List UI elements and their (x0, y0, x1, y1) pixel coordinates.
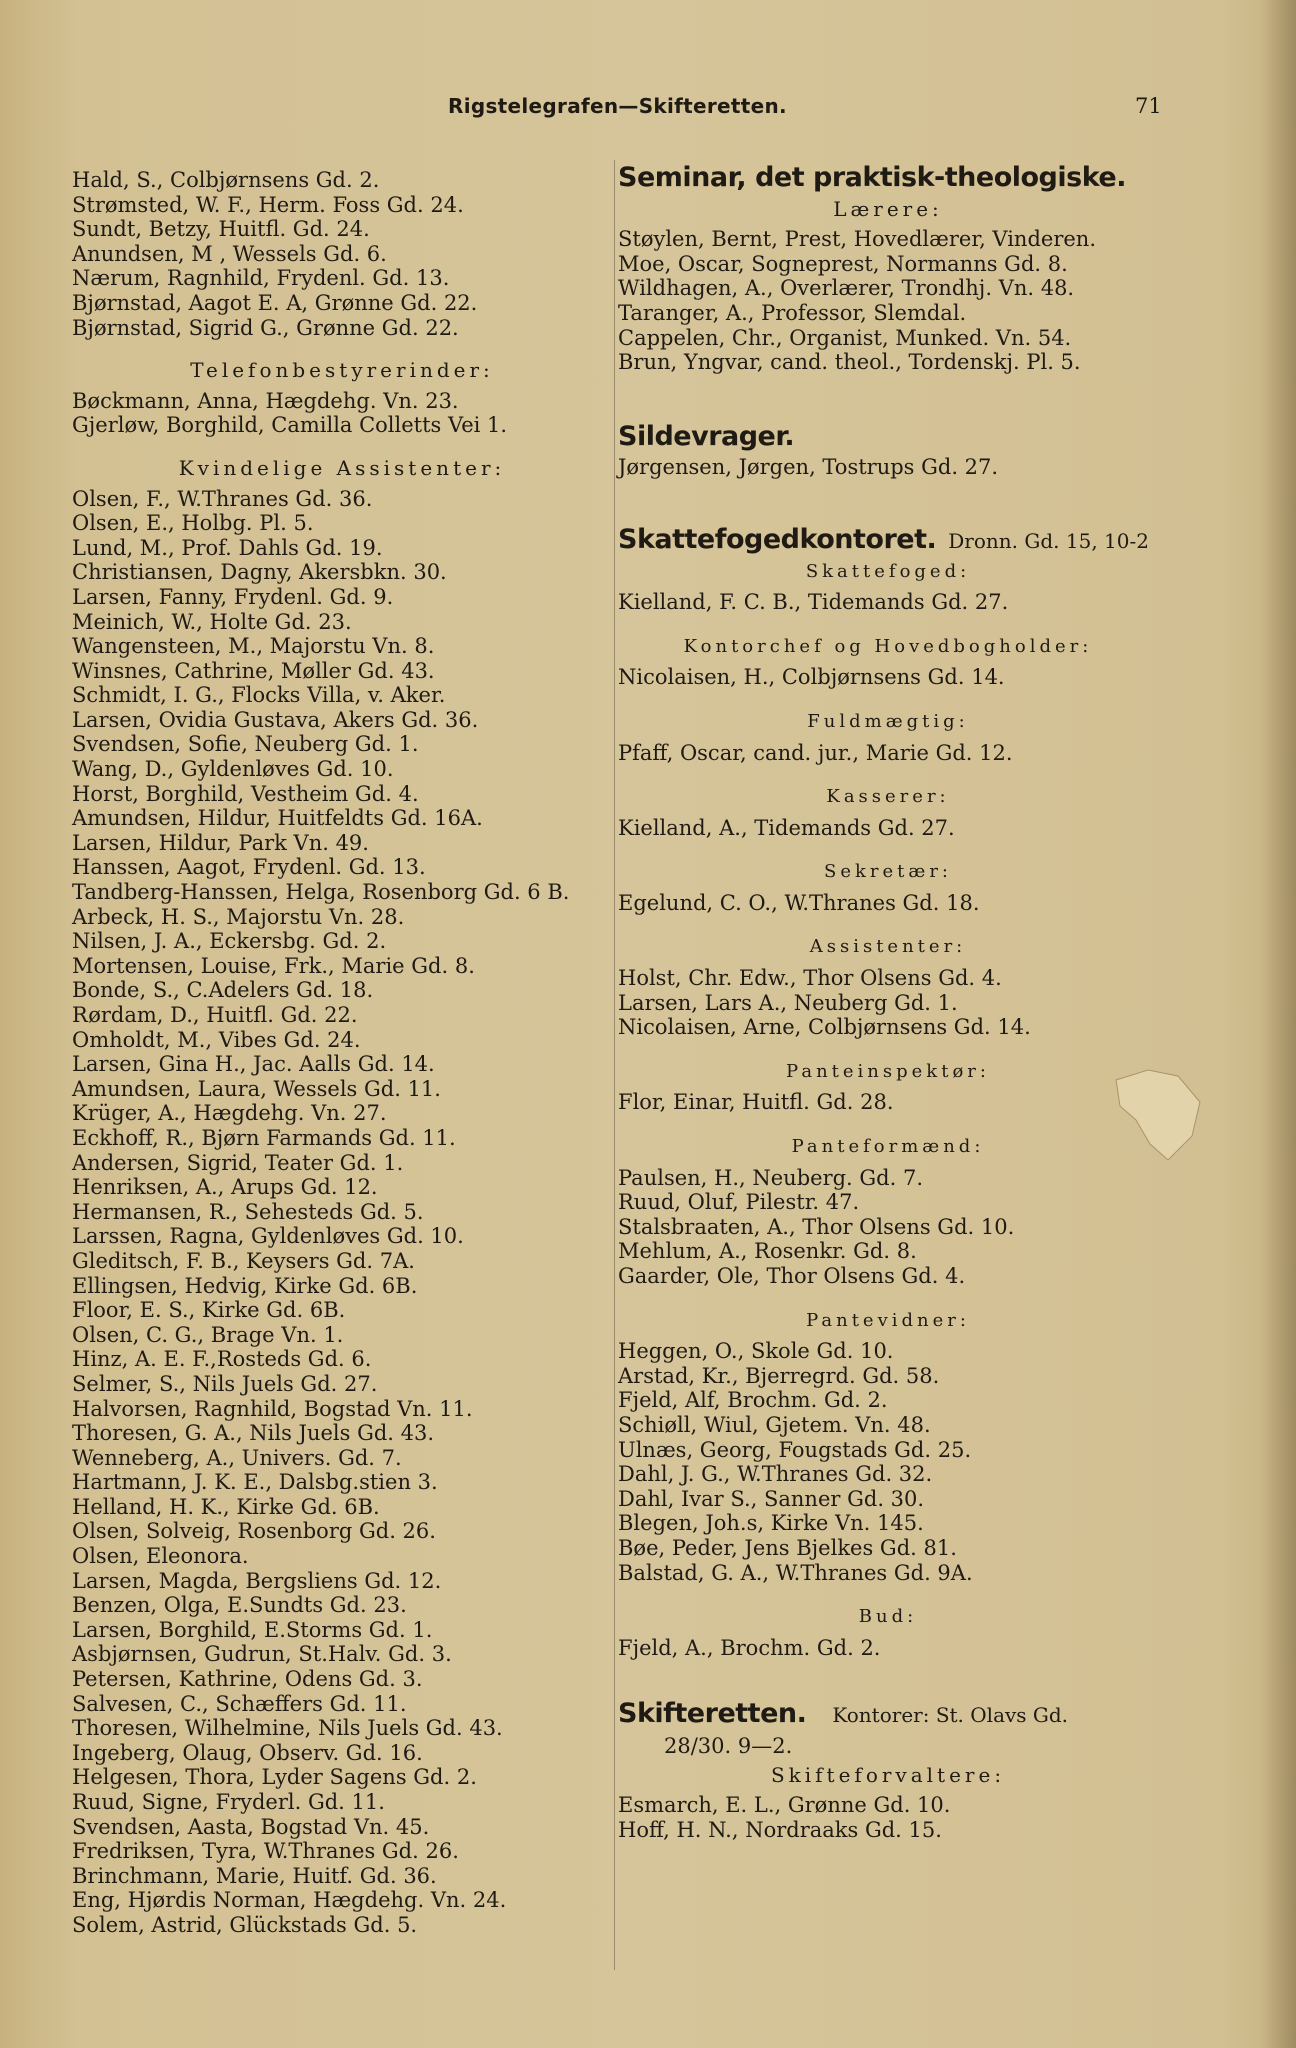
list-item: Schiøll, Wiul, Gjetem. Vn. 48. (618, 1412, 931, 1437)
list-item: Støylen, Bernt, Prest, Hovedlærer, Vinderen. (618, 227, 1096, 252)
list-item: Hanssen, Aagot, Frydenl. Gd. 13. (72, 855, 426, 880)
list-item: Olsen, E., Holbg. Pl. 5. (72, 511, 314, 536)
list-item: Fredriksen, Tyra, W.Thranes Gd. 26. (72, 1839, 459, 1864)
list-item: Eng, Hjørdis Norman, Hægdehg. Vn. 24. (72, 1888, 507, 1913)
list-item: Dahl, Ivar S., Sanner Gd. 30. (618, 1486, 925, 1511)
list-item: Cappelen, Chr., Organist, Munked. Vn. 54. (618, 325, 1072, 350)
list-item: Selmer, S., Nils Juels Gd. 27. (72, 1371, 378, 1396)
skifteretten-note: Kontorer: St. Olavs Gd. (832, 1703, 1069, 1728)
list-item: Hoff, H. N., Nordraaks Gd. 15. (618, 1817, 942, 1842)
list-item: Henriksen, A., Arups Gd. 12. (72, 1175, 378, 1200)
skifteretten-note-cont: 28/30. 9—2. (664, 1733, 793, 1758)
list-item: Gaarder, Ole, Thor Olsens Gd. 4. (618, 1264, 966, 1288)
right-column (618, 162, 1158, 1842)
list-item: Tandberg-Hanssen, Helga, Rosenborg Gd. 6 B. (72, 880, 570, 905)
list-item: Paulsen, H., Neuberg. Gd. 7. (618, 1165, 924, 1190)
list-item: Moe, Oscar, Sogneprest, Normanns Gd. 8. (618, 251, 1068, 276)
list-item: Svendsen, Sofie, Neuberg Gd. 1. (72, 732, 419, 757)
list-item: Larsen, Lars A., Neuberg Gd. 1. (618, 990, 958, 1015)
section-title-sildevrager: Sildevrager. (618, 420, 795, 452)
list-item: Asbjørnsen, Gudrun, St.Halv. Gd. 3. (72, 1642, 452, 1667)
list-item: Olsen, C. G., Brage Vn. 1. (72, 1322, 344, 1347)
page-number: 71 (1135, 94, 1162, 118)
list-item: Hartmann, J. K. E., Dalsbg.stien 3. (72, 1470, 438, 1495)
list-item: Hald, S., Colbjørnsens Gd. 2. (72, 168, 380, 192)
list-item: Heggen, O., Skole Gd. 10. (618, 1339, 894, 1364)
list-item: Nicolaisen, H., Colbjørnsens Gd. 14. (618, 665, 1005, 690)
list-item: Larsen, Fanny, Frydenl. Gd. 9. (72, 584, 394, 609)
list-item: Nicolaisen, Arne, Colbjørnsens Gd. 14. (618, 1015, 1031, 1040)
list-item: Wenneberg, A., Univers. Gd. 7. (72, 1445, 402, 1470)
list-item: Schmidt, I. G., Flocks Villa, v. Aker. (72, 683, 446, 708)
list-item: Svendsen, Aasta, Bogstad Vn. 45. (72, 1814, 430, 1839)
top-entries (72, 168, 612, 340)
running-title: Rigstelegrafen—Skifteretten. (448, 94, 787, 118)
list-item: Stalsbraaten, A., Thor Olsens Gd. 10. (618, 1214, 1015, 1239)
list-item: Amundsen, Hildur, Huitfeldts Gd. 16A. (72, 806, 483, 831)
torn-paper-mark (1108, 1040, 1208, 1170)
list-item: Olsen, F., W.Thranes Gd. 36. (72, 486, 373, 511)
list-item: Arbeck, H. S., Majorstu Vn. 28. (72, 904, 405, 929)
skattefoged-address: Dronn. Gd. 15, 10-2 (948, 528, 1149, 553)
list-item: Krüger, A., Hægdehg. Vn. 27. (72, 1101, 387, 1126)
list-item: Larsen, Borghild, E.Storms Gd. 1. (72, 1617, 433, 1642)
list-item: Larsen, Hildur, Park Vn. 49. (72, 830, 369, 855)
list-item: Bjørnstad, Aagot E. A, Grønne Gd. 22. (72, 290, 478, 315)
list-item: Wang, D., Gyldenløves Gd. 10. (72, 757, 394, 782)
telefon-heading: Telefonbestyrerinder: (190, 358, 494, 383)
section-title-skifteretten (618, 1698, 1158, 1730)
list-item: Strømsted, W. F., Herm. Foss Gd. 24. (72, 192, 464, 217)
list-item: Benzen, Olga, E.Sundts Gd. 23. (72, 1593, 407, 1618)
list-item: Olsen, Eleonora. (72, 1544, 249, 1569)
list-item: Thoresen, Wilhelmine, Nils Juels Gd. 43. (72, 1716, 503, 1741)
list-item: Blegen, Joh.s, Kirke Vn. 145. (618, 1511, 924, 1536)
list-item: Eckhoff, R., Bjørn Farmands Gd. 11. (72, 1125, 456, 1150)
list-item: Egelund, C. O., W.Thranes Gd. 18. (618, 890, 980, 915)
list-item: Dahl, J. G., W.Thranes Gd. 32. (618, 1462, 933, 1487)
group-heading: Skattefoged: (805, 560, 971, 582)
list-item: Andersen, Sigrid, Teater Gd. 1. (72, 1150, 404, 1175)
list-item: Taranger, A., Professor, Slemdal. (618, 300, 967, 325)
list-item: Holst, Chr. Edw., Thor Olsens Gd. 4. (618, 966, 1002, 991)
list-item: Sundt, Betzy, Huitfl. Gd. 24. (72, 217, 370, 242)
skifteforvaltere-heading: Skifteforvaltere: (770, 1762, 1006, 1787)
group-heading: Assistenter: (809, 936, 967, 958)
assistent-heading: Kvindelige Assistenter: (178, 455, 506, 480)
list-item: Ellingsen, Hedvig, Kirke Gd. 6B. (72, 1273, 418, 1298)
list-item: Lund, M., Prof. Dahls Gd. 19. (72, 535, 383, 560)
list-item: Pfaff, Oscar, cand. jur., Marie Gd. 12. (618, 740, 1013, 765)
group-heading: Panteinspektør: (786, 1060, 990, 1082)
list-item: Thoresen, G. A., Nils Juels Gd. 43. (72, 1421, 435, 1446)
list-item: Balstad, G. A., W.Thranes Gd. 9A. (618, 1560, 973, 1585)
list-item: Jørgensen, Jørgen, Tostrups Gd. 27. (618, 455, 999, 480)
list-item: Mehlum, A., Rosenkr. Gd. 8. (618, 1239, 917, 1264)
list-item: Nilsen, J. A., Eckersbg. Gd. 2. (72, 929, 387, 954)
list-item: Fjeld, A., Brochm. Gd. 2. (618, 1635, 881, 1660)
group-heading: Fuldmægtig: (807, 710, 969, 732)
group-heading: Sekretær: (824, 861, 952, 883)
seminar-entries (618, 227, 1158, 375)
list-item: Wangensteen, M., Majorstu Vn. 8. (72, 634, 435, 659)
group-heading: Kontorchef og Hovedbogholder: (683, 635, 1093, 657)
group-heading: Pantevidner: (806, 1309, 970, 1331)
skifteretten-title: Skifteretten. (618, 1698, 807, 1730)
running-head (0, 94, 1296, 124)
list-item: Floor, E. S., Kirke Gd. 6B. (72, 1298, 346, 1323)
list-item: Petersen, Kathrine, Odens Gd. 3. (72, 1667, 423, 1692)
list-item: Kielland, A., Tidemands Gd. 27. (618, 815, 955, 840)
list-item: Omholdt, M., Vibes Gd. 24. (72, 1027, 361, 1052)
list-item: Kielland, F. C. B., Tidemands Gd. 27. (618, 590, 1009, 615)
telefon-entries (72, 389, 612, 438)
list-item: Bøckmann, Anna, Hægdehg. Vn. 23. (72, 388, 459, 413)
skattefoged-groups (618, 560, 1158, 1661)
list-item: Bøe, Peder, Jens Bjelkes Gd. 81. (618, 1535, 957, 1560)
list-item: Olsen, Solveig, Rosenborg Gd. 26. (72, 1519, 436, 1544)
skattefoged-title: Skattefogedkontoret. (618, 523, 937, 555)
list-item: Ingeberg, Olaug, Observ. Gd. 16. (72, 1740, 423, 1765)
list-item: Mortensen, Louise, Frk., Marie Gd. 8. (72, 953, 475, 978)
group-heading: Kasserer: (826, 786, 950, 808)
list-item: Nærum, Ragnhild, Frydenl. Gd. 13. (72, 266, 450, 291)
list-item: Bonde, S., C.Adelers Gd. 18. (72, 978, 374, 1003)
list-item: Solem, Astrid, Glückstads Gd. 5. (72, 1912, 418, 1937)
list-item: Anundsen, M , Wessels Gd. 6. (72, 241, 387, 266)
list-item: Salvesen, C., Schæffers Gd. 11. (72, 1691, 407, 1716)
list-item: Helland, H. K., Kirke Gd. 6B. (72, 1494, 380, 1519)
list-item: Amundsen, Laura, Wessels Gd. 11. (72, 1076, 441, 1101)
laerere-heading: Lærere: (833, 196, 943, 221)
list-item: Ruud, Oluf, Pilestr. 47. (618, 1190, 860, 1215)
list-item: Wildhagen, A., Overlærer, Trondhj. Vn. 48. (618, 276, 1075, 301)
list-item: Horst, Borghild, Vestheim Gd. 4. (72, 781, 419, 806)
assistent-entries (72, 487, 612, 1938)
list-item: Hinz, A. E. F.,Rosteds Gd. 6. (72, 1347, 372, 1372)
list-item: Larsen, Magda, Bergsliens Gd. 12. (72, 1568, 442, 1593)
list-item: Larsen, Ovidia Gustava, Akers Gd. 36. (72, 707, 479, 732)
list-item: Flor, Einar, Huitfl. Gd. 28. (618, 1090, 894, 1115)
list-item: Ruud, Signe, Fryderl. Gd. 11. (72, 1790, 385, 1814)
list-item: Ulnæs, Georg, Fougstads Gd. 25. (618, 1437, 972, 1462)
list-item: Meinich, W., Holte Gd. 23. (72, 609, 352, 634)
list-item: Brun, Yngvar, cand. theol., Tordenskj. Pl. 5. (618, 350, 1081, 375)
list-item: Winsnes, Cathrine, Møller Gd. 43. (72, 658, 435, 683)
group-heading: Bud: (858, 1606, 918, 1628)
column-rule (614, 160, 615, 1970)
left-column (72, 168, 612, 1938)
list-item: Gjerløw, Borghild, Camilla Colletts Vei 1. (72, 413, 508, 438)
list-item: Hermansen, R., Sehesteds Gd. 5. (72, 1199, 424, 1224)
list-item: Rørdam, D., Huitfl. Gd. 22. (72, 1003, 358, 1027)
list-item: Larsen, Gina H., Jac. Aalls Gd. 14. (72, 1052, 435, 1077)
list-item: Esmarch, E. L., Grønne Gd. 10. (618, 1793, 951, 1818)
list-item: Helgesen, Thora, Lyder Sagens Gd. 2. (72, 1765, 477, 1790)
list-item: Fjeld, Alf, Brochm. Gd. 2. (618, 1388, 888, 1413)
list-item: Arstad, Kr., Bjerregrd. Gd. 58. (618, 1363, 940, 1388)
list-item: Gleditsch, F. B., Keysers Gd. 7A. (72, 1248, 415, 1273)
list-item: Brinchmann, Marie, Huitf. Gd. 36. (72, 1863, 437, 1888)
section-title-skattefoged (618, 523, 1158, 555)
list-item: Larssen, Ragna, Gyldenløves Gd. 10. (72, 1224, 464, 1249)
skifteretten-entries (618, 1793, 1158, 1842)
list-item: Bjørnstad, Sigrid G., Grønne Gd. 22. (72, 315, 459, 340)
group-heading: Panteformænd: (791, 1136, 985, 1158)
list-item: Halvorsen, Ragnhild, Bogstad Vn. 11. (72, 1396, 473, 1421)
section-title-seminar: Seminar, det praktisk-theologiske. (618, 162, 1126, 193)
list-item: Christiansen, Dagny, Akersbkn. 30. (72, 560, 447, 585)
